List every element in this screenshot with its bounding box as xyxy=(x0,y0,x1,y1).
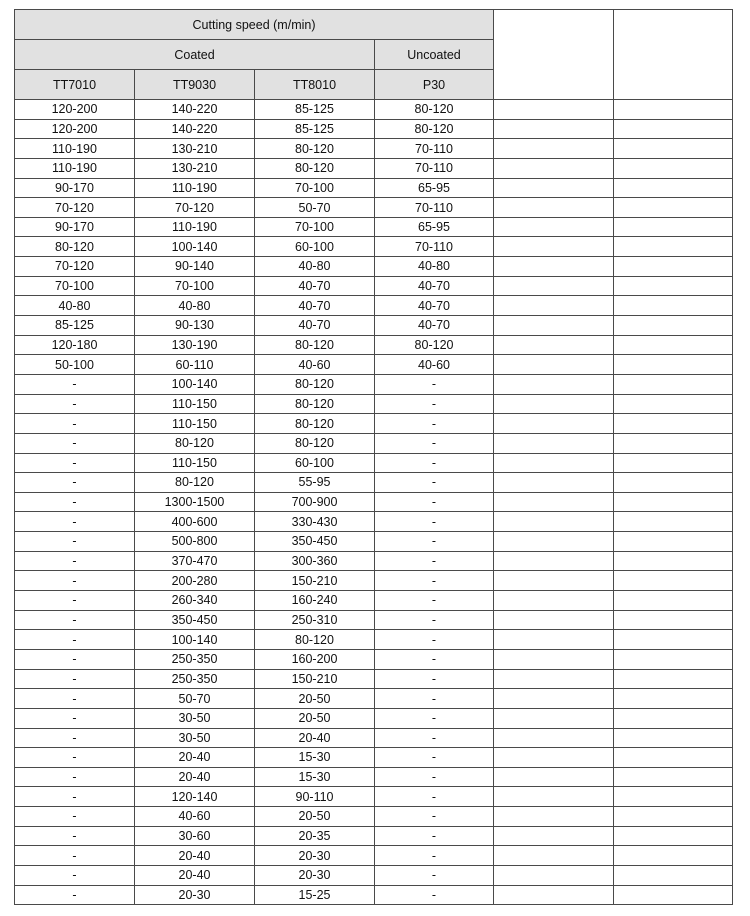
tt8010-cell: 80-120 xyxy=(255,630,375,650)
tt7010-cell: - xyxy=(15,826,135,846)
tt9030-cell: 110-190 xyxy=(135,178,255,198)
p30-cell: - xyxy=(375,728,494,748)
tt8010-cell: 80-120 xyxy=(255,374,375,394)
empty-cell xyxy=(494,767,614,787)
table-row xyxy=(15,100,733,120)
table-row xyxy=(15,512,733,532)
empty-cell xyxy=(494,610,614,630)
empty-cell xyxy=(494,453,614,473)
empty-cell xyxy=(494,748,614,768)
coated-header: Coated xyxy=(15,40,375,70)
tt7010-cell: 120-200 xyxy=(15,100,135,120)
tt9030-cell: 500-800 xyxy=(135,532,255,552)
tt7010-cell: - xyxy=(15,453,135,473)
tt7010-cell: 85-125 xyxy=(15,316,135,336)
tt7010-cell: - xyxy=(15,610,135,630)
p30-cell: - xyxy=(375,394,494,414)
empty-cell xyxy=(494,846,614,866)
table-row xyxy=(15,355,733,375)
tt7010-cell: - xyxy=(15,571,135,591)
empty-cell xyxy=(614,630,733,650)
tt9030-cell: 20-40 xyxy=(135,865,255,885)
empty-cell xyxy=(494,237,614,257)
tt9030-cell: 20-40 xyxy=(135,748,255,768)
tt7010-cell: 70-120 xyxy=(15,198,135,218)
tt9030-cell: 30-50 xyxy=(135,708,255,728)
tt9030-cell: 130-190 xyxy=(135,335,255,355)
p30-cell: - xyxy=(375,551,494,571)
tt8010-cell: 700-900 xyxy=(255,492,375,512)
tt8010-cell: 40-60 xyxy=(255,355,375,375)
empty-cell xyxy=(614,158,733,178)
tt9030-cell: 100-140 xyxy=(135,237,255,257)
p30-cell: - xyxy=(375,473,494,493)
table-row xyxy=(15,689,733,709)
table-row xyxy=(15,119,733,139)
tt9030-cell: 20-40 xyxy=(135,767,255,787)
tt8010-cell: 80-120 xyxy=(255,433,375,453)
tt9030-cell: 70-120 xyxy=(135,198,255,218)
table-row xyxy=(15,198,733,218)
empty-cell xyxy=(614,669,733,689)
tt7010-cell: - xyxy=(15,748,135,768)
empty-cell xyxy=(494,591,614,611)
empty-cell xyxy=(614,492,733,512)
empty-cell xyxy=(494,826,614,846)
empty-cell xyxy=(494,316,614,336)
empty-cell xyxy=(494,669,614,689)
table-row xyxy=(15,178,733,198)
empty-cell xyxy=(494,689,614,709)
p30-cell: - xyxy=(375,571,494,591)
empty-cell xyxy=(494,276,614,296)
tt7010-cell: - xyxy=(15,885,135,905)
empty-cell xyxy=(614,826,733,846)
tt9030-cell: 130-210 xyxy=(135,158,255,178)
tt7010-cell: - xyxy=(15,689,135,709)
table-row xyxy=(15,591,733,611)
tt8010-cell: 250-310 xyxy=(255,610,375,630)
tt8010-cell: 60-100 xyxy=(255,453,375,473)
empty-cell xyxy=(494,119,614,139)
empty-cell xyxy=(614,885,733,905)
table-row xyxy=(15,787,733,807)
empty-column-2 xyxy=(614,10,733,100)
tt8010-cell: 40-80 xyxy=(255,257,375,277)
p30-cell: 40-60 xyxy=(375,355,494,375)
empty-cell xyxy=(614,473,733,493)
table-row xyxy=(15,316,733,336)
tt8010-cell: 20-30 xyxy=(255,846,375,866)
tt9030-cell: 30-60 xyxy=(135,826,255,846)
tt7010-cell: 40-80 xyxy=(15,296,135,316)
p30-cell: - xyxy=(375,512,494,532)
table-row xyxy=(15,571,733,591)
tt7010-cell: - xyxy=(15,433,135,453)
tt9030-cell: 110-150 xyxy=(135,414,255,434)
p30-cell: - xyxy=(375,649,494,669)
empty-cell xyxy=(614,414,733,434)
p30-cell: - xyxy=(375,708,494,728)
p30-cell: 70-110 xyxy=(375,237,494,257)
tt7010-cell: - xyxy=(15,473,135,493)
empty-cell xyxy=(614,728,733,748)
empty-column-1 xyxy=(494,10,614,100)
tt9030-cell: 110-190 xyxy=(135,217,255,237)
p30-cell: - xyxy=(375,492,494,512)
table-row xyxy=(15,610,733,630)
column-header-tt8010: TT8010 xyxy=(255,70,375,100)
tt9030-cell: 100-140 xyxy=(135,630,255,650)
empty-cell xyxy=(494,807,614,827)
table-row xyxy=(15,276,733,296)
tt8010-cell: 40-70 xyxy=(255,296,375,316)
tt9030-cell: 60-110 xyxy=(135,355,255,375)
table-row xyxy=(15,473,733,493)
tt8010-cell: 350-450 xyxy=(255,532,375,552)
cutting-speed-header: Cutting speed (m/min) xyxy=(15,10,494,40)
table-row xyxy=(15,453,733,473)
p30-cell: - xyxy=(375,767,494,787)
tt7010-cell: 110-190 xyxy=(15,158,135,178)
p30-cell: - xyxy=(375,826,494,846)
p30-cell: - xyxy=(375,433,494,453)
tt8010-cell: 15-30 xyxy=(255,767,375,787)
empty-cell xyxy=(614,374,733,394)
tt8010-cell: 40-70 xyxy=(255,316,375,336)
tt9030-cell: 80-120 xyxy=(135,433,255,453)
table-row xyxy=(15,532,733,552)
tt8010-cell: 15-25 xyxy=(255,885,375,905)
table-row xyxy=(15,335,733,355)
p30-cell: - xyxy=(375,689,494,709)
tt7010-cell: 120-180 xyxy=(15,335,135,355)
p30-cell: 40-70 xyxy=(375,296,494,316)
table-row xyxy=(15,807,733,827)
column-header-tt9030: TT9030 xyxy=(135,70,255,100)
tt9030-cell: 40-60 xyxy=(135,807,255,827)
table-row xyxy=(15,846,733,866)
p30-cell: - xyxy=(375,414,494,434)
empty-cell xyxy=(494,865,614,885)
empty-cell xyxy=(614,119,733,139)
empty-cell xyxy=(614,767,733,787)
empty-cell xyxy=(614,394,733,414)
tt8010-cell: 50-70 xyxy=(255,198,375,218)
tt9030-cell: 30-50 xyxy=(135,728,255,748)
tt7010-cell: 110-190 xyxy=(15,139,135,159)
p30-cell: - xyxy=(375,374,494,394)
empty-cell xyxy=(494,217,614,237)
table-row xyxy=(15,767,733,787)
tt9030-cell: 1300-1500 xyxy=(135,492,255,512)
tt9030-cell: 50-70 xyxy=(135,689,255,709)
tt8010-cell: 70-100 xyxy=(255,217,375,237)
table-row xyxy=(15,630,733,650)
empty-cell xyxy=(614,198,733,218)
empty-cell xyxy=(494,492,614,512)
empty-cell xyxy=(614,237,733,257)
p30-cell: - xyxy=(375,453,494,473)
cutting-speed-table xyxy=(14,9,733,905)
tt9030-cell: 400-600 xyxy=(135,512,255,532)
empty-cell xyxy=(494,158,614,178)
p30-cell: 70-110 xyxy=(375,139,494,159)
table-row xyxy=(15,374,733,394)
tt8010-cell: 85-125 xyxy=(255,100,375,120)
tt9030-cell: 110-150 xyxy=(135,394,255,414)
p30-cell: 80-120 xyxy=(375,119,494,139)
table-row xyxy=(15,139,733,159)
tt8010-cell: 85-125 xyxy=(255,119,375,139)
empty-cell xyxy=(494,512,614,532)
tt7010-cell: - xyxy=(15,551,135,571)
table-row xyxy=(15,551,733,571)
tt8010-cell: 150-210 xyxy=(255,669,375,689)
empty-cell xyxy=(614,708,733,728)
tt7010-cell: - xyxy=(15,532,135,552)
tt7010-cell: 80-120 xyxy=(15,237,135,257)
empty-cell xyxy=(614,748,733,768)
p30-cell: - xyxy=(375,807,494,827)
table-row xyxy=(15,257,733,277)
table-row xyxy=(15,158,733,178)
tt7010-cell: 50-100 xyxy=(15,355,135,375)
p30-cell: 65-95 xyxy=(375,217,494,237)
tt9030-cell: 250-350 xyxy=(135,669,255,689)
tt9030-cell: 370-470 xyxy=(135,551,255,571)
tt9030-cell: 20-40 xyxy=(135,846,255,866)
empty-cell xyxy=(614,257,733,277)
tt8010-cell: 20-50 xyxy=(255,689,375,709)
p30-cell: 65-95 xyxy=(375,178,494,198)
tt9030-cell: 70-100 xyxy=(135,276,255,296)
p30-cell: 40-70 xyxy=(375,276,494,296)
tt9030-cell: 80-120 xyxy=(135,473,255,493)
tt7010-cell: - xyxy=(15,649,135,669)
tt9030-cell: 40-80 xyxy=(135,296,255,316)
empty-cell xyxy=(494,178,614,198)
tt9030-cell: 260-340 xyxy=(135,591,255,611)
empty-cell xyxy=(614,571,733,591)
empty-cell xyxy=(494,885,614,905)
uncoated-header: Uncoated xyxy=(375,40,494,70)
p30-cell: 70-110 xyxy=(375,198,494,218)
tt9030-cell: 250-350 xyxy=(135,649,255,669)
p30-cell: - xyxy=(375,885,494,905)
tt8010-cell: 90-110 xyxy=(255,787,375,807)
p30-cell: - xyxy=(375,748,494,768)
column-header-tt7010: TT7010 xyxy=(15,70,135,100)
empty-cell xyxy=(614,335,733,355)
tt7010-cell: - xyxy=(15,865,135,885)
table-row xyxy=(15,748,733,768)
empty-cell xyxy=(614,787,733,807)
tt9030-cell: 200-280 xyxy=(135,571,255,591)
tt8010-cell: 20-40 xyxy=(255,728,375,748)
tt8010-cell: 40-70 xyxy=(255,276,375,296)
empty-cell xyxy=(494,787,614,807)
p30-cell: 40-70 xyxy=(375,316,494,336)
empty-cell xyxy=(494,257,614,277)
table-row xyxy=(15,492,733,512)
tt7010-cell: - xyxy=(15,708,135,728)
tt7010-cell: 70-120 xyxy=(15,257,135,277)
tt9030-cell: 100-140 xyxy=(135,374,255,394)
p30-cell: - xyxy=(375,787,494,807)
tt9030-cell: 140-220 xyxy=(135,100,255,120)
empty-cell xyxy=(494,551,614,571)
tt7010-cell: 70-100 xyxy=(15,276,135,296)
tt8010-cell: 80-120 xyxy=(255,394,375,414)
p30-cell: 80-120 xyxy=(375,100,494,120)
table-row xyxy=(15,414,733,434)
tt8010-cell: 160-240 xyxy=(255,591,375,611)
empty-cell xyxy=(494,532,614,552)
tt9030-cell: 90-140 xyxy=(135,257,255,277)
tt8010-cell: 80-120 xyxy=(255,414,375,434)
tt7010-cell: - xyxy=(15,374,135,394)
empty-cell xyxy=(494,473,614,493)
empty-cell xyxy=(614,551,733,571)
empty-cell xyxy=(614,100,733,120)
tt7010-cell: 90-170 xyxy=(15,178,135,198)
tt8010-cell: 15-30 xyxy=(255,748,375,768)
tt7010-cell: - xyxy=(15,630,135,650)
tt7010-cell: - xyxy=(15,807,135,827)
table-row xyxy=(15,649,733,669)
empty-cell xyxy=(494,198,614,218)
tt9030-cell: 110-150 xyxy=(135,453,255,473)
p30-cell: - xyxy=(375,591,494,611)
empty-cell xyxy=(494,728,614,748)
p30-cell: 70-110 xyxy=(375,158,494,178)
table-row xyxy=(15,708,733,728)
tt8010-cell: 20-35 xyxy=(255,826,375,846)
empty-cell xyxy=(494,708,614,728)
empty-cell xyxy=(614,355,733,375)
empty-cell xyxy=(614,178,733,198)
tt8010-cell: 20-50 xyxy=(255,708,375,728)
empty-cell xyxy=(614,433,733,453)
tt7010-cell: - xyxy=(15,669,135,689)
empty-cell xyxy=(494,355,614,375)
p30-cell: 80-120 xyxy=(375,335,494,355)
p30-cell: - xyxy=(375,630,494,650)
empty-cell xyxy=(494,335,614,355)
empty-cell xyxy=(614,139,733,159)
table-row xyxy=(15,296,733,316)
p30-cell: 40-80 xyxy=(375,257,494,277)
column-header-p30: P30 xyxy=(375,70,494,100)
empty-cell xyxy=(494,414,614,434)
empty-cell xyxy=(614,807,733,827)
tt9030-cell: 130-210 xyxy=(135,139,255,159)
empty-cell xyxy=(494,571,614,591)
tt7010-cell: - xyxy=(15,591,135,611)
tt7010-cell: - xyxy=(15,414,135,434)
table-row xyxy=(15,217,733,237)
empty-cell xyxy=(494,296,614,316)
tt8010-cell: 20-30 xyxy=(255,865,375,885)
empty-cell xyxy=(614,610,733,630)
empty-cell xyxy=(494,139,614,159)
p30-cell: - xyxy=(375,532,494,552)
tt8010-cell: 80-120 xyxy=(255,139,375,159)
empty-cell xyxy=(494,100,614,120)
tt8010-cell: 150-210 xyxy=(255,571,375,591)
tt8010-cell: 330-430 xyxy=(255,512,375,532)
empty-cell xyxy=(614,316,733,336)
tt7010-cell: - xyxy=(15,728,135,748)
p30-cell: - xyxy=(375,610,494,630)
tt8010-cell: 80-120 xyxy=(255,335,375,355)
tt7010-cell: 90-170 xyxy=(15,217,135,237)
tt7010-cell: - xyxy=(15,787,135,807)
tt7010-cell: - xyxy=(15,512,135,532)
table-row xyxy=(15,237,733,257)
empty-cell xyxy=(494,649,614,669)
empty-cell xyxy=(494,394,614,414)
tt8010-cell: 80-120 xyxy=(255,158,375,178)
empty-cell xyxy=(614,865,733,885)
p30-cell: - xyxy=(375,865,494,885)
tt8010-cell: 70-100 xyxy=(255,178,375,198)
empty-cell xyxy=(614,649,733,669)
empty-cell xyxy=(614,512,733,532)
tt9030-cell: 90-130 xyxy=(135,316,255,336)
table-body xyxy=(15,100,733,905)
tt9030-cell: 120-140 xyxy=(135,787,255,807)
tt8010-cell: 20-50 xyxy=(255,807,375,827)
table-row xyxy=(15,826,733,846)
table-row xyxy=(15,865,733,885)
empty-cell xyxy=(614,689,733,709)
empty-cell xyxy=(614,453,733,473)
tt8010-cell: 300-360 xyxy=(255,551,375,571)
p30-cell: - xyxy=(375,669,494,689)
tt7010-cell: - xyxy=(15,394,135,414)
empty-cell xyxy=(614,532,733,552)
empty-cell xyxy=(614,217,733,237)
table-row xyxy=(15,394,733,414)
tt8010-cell: 160-200 xyxy=(255,649,375,669)
table-row xyxy=(15,885,733,905)
tt7010-cell: - xyxy=(15,492,135,512)
empty-cell xyxy=(614,591,733,611)
table-row xyxy=(15,433,733,453)
empty-cell xyxy=(494,630,614,650)
empty-cell xyxy=(614,276,733,296)
tt8010-cell: 55-95 xyxy=(255,473,375,493)
table-row xyxy=(15,669,733,689)
tt9030-cell: 350-450 xyxy=(135,610,255,630)
tt7010-cell: - xyxy=(15,767,135,787)
tt7010-cell: - xyxy=(15,846,135,866)
tt7010-cell: 120-200 xyxy=(15,119,135,139)
empty-cell xyxy=(614,296,733,316)
empty-cell xyxy=(494,433,614,453)
empty-cell xyxy=(614,846,733,866)
p30-cell: - xyxy=(375,846,494,866)
table-row xyxy=(15,728,733,748)
tt8010-cell: 60-100 xyxy=(255,237,375,257)
tt9030-cell: 20-30 xyxy=(135,885,255,905)
tt9030-cell: 140-220 xyxy=(135,119,255,139)
empty-cell xyxy=(494,374,614,394)
